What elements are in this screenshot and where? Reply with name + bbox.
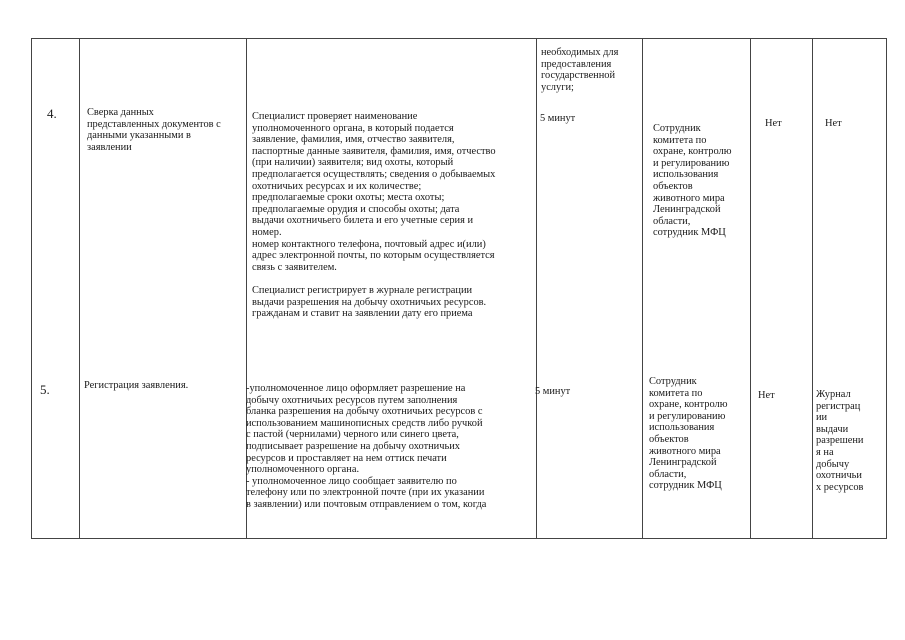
table-top-border — [31, 38, 887, 39]
column-border — [642, 38, 643, 539]
criteria-value: Нет — [758, 390, 775, 401]
responsible-person: Сотрудник комитета по охране, контролю и регулированию использования объектов животного мира Ленинградской области, сотрудник МФЦ — [649, 376, 728, 492]
table-bottom-border — [31, 538, 887, 539]
row-number: 5. — [40, 382, 50, 397]
step-name: Сверка данных представленных документов с данными указанными в заявлении — [87, 107, 221, 153]
column-border — [79, 38, 80, 539]
column-border — [812, 38, 813, 539]
column-border — [31, 38, 32, 539]
step-time: 5 минут — [535, 386, 571, 397]
result-value: Журнал регистрац ии выдачи разрешени я на добычу охотничьи х ресурсов — [816, 389, 864, 493]
column-border — [750, 38, 751, 539]
procedure-table — [31, 38, 887, 539]
column-border — [886, 38, 887, 539]
criteria-value: Нет — [765, 118, 782, 129]
step-description: -уполномоченное лицо оформляет разрешение на добычу охотничьих ресурсов путем заполнения бланка разрешения на добычу охотничьих ресурсов с использованием машинописных средств либо ручкой с пастой (чернилами) черного или синего цвета, подписывает разрешение на добычу охотничьих ресурсов и проставляет на нем оттиск печати уполномоченного органа. - уполномоченное лицо сообщает заявителю по телефону или по электронной почте (при их указании в заявлении) или почтовым отправлением о том, когда — [246, 383, 487, 510]
responsible-person: Сотрудник комитета по охране, контролю и регулированию использования объектов животного мира Ленинградской области, сотрудник МФЦ — [653, 123, 732, 239]
row-number: 4. — [47, 106, 57, 121]
continued-services-cell: необходимых для предоставления государственной услуги; — [541, 47, 619, 93]
step-time: 5 минут — [540, 113, 576, 124]
step-name: Регистрация заявления. — [84, 380, 189, 391]
step-description: Специалист проверяет наименование уполномоченного органа, в который подается заявление, фамилия, имя, отчество заявителя, паспортные данные заявителя, фамилия, имя, отчество (при наличии) заявителя; вид охоты, который предполагается осуществлять; сведения о добываемых охотничьих ресурсах и их количестве; предполагаемые сроки охоты; места охоты; предполагаемые орудия и способы охоты; дата выдачи охотничьего билета и его учетные серия и номер. номер контактного телефона, почтовый адрес и(или) адрес электронной почты, по которым осуществляется связь с заявителем. Специалист регистрирует в журнале регистрации выдачи разрешения на добычу охотничьих ресурсов. гражданам и ставит на заявлении дату его приема — [252, 111, 496, 320]
column-border — [536, 38, 537, 539]
result-value: Нет — [825, 118, 842, 129]
